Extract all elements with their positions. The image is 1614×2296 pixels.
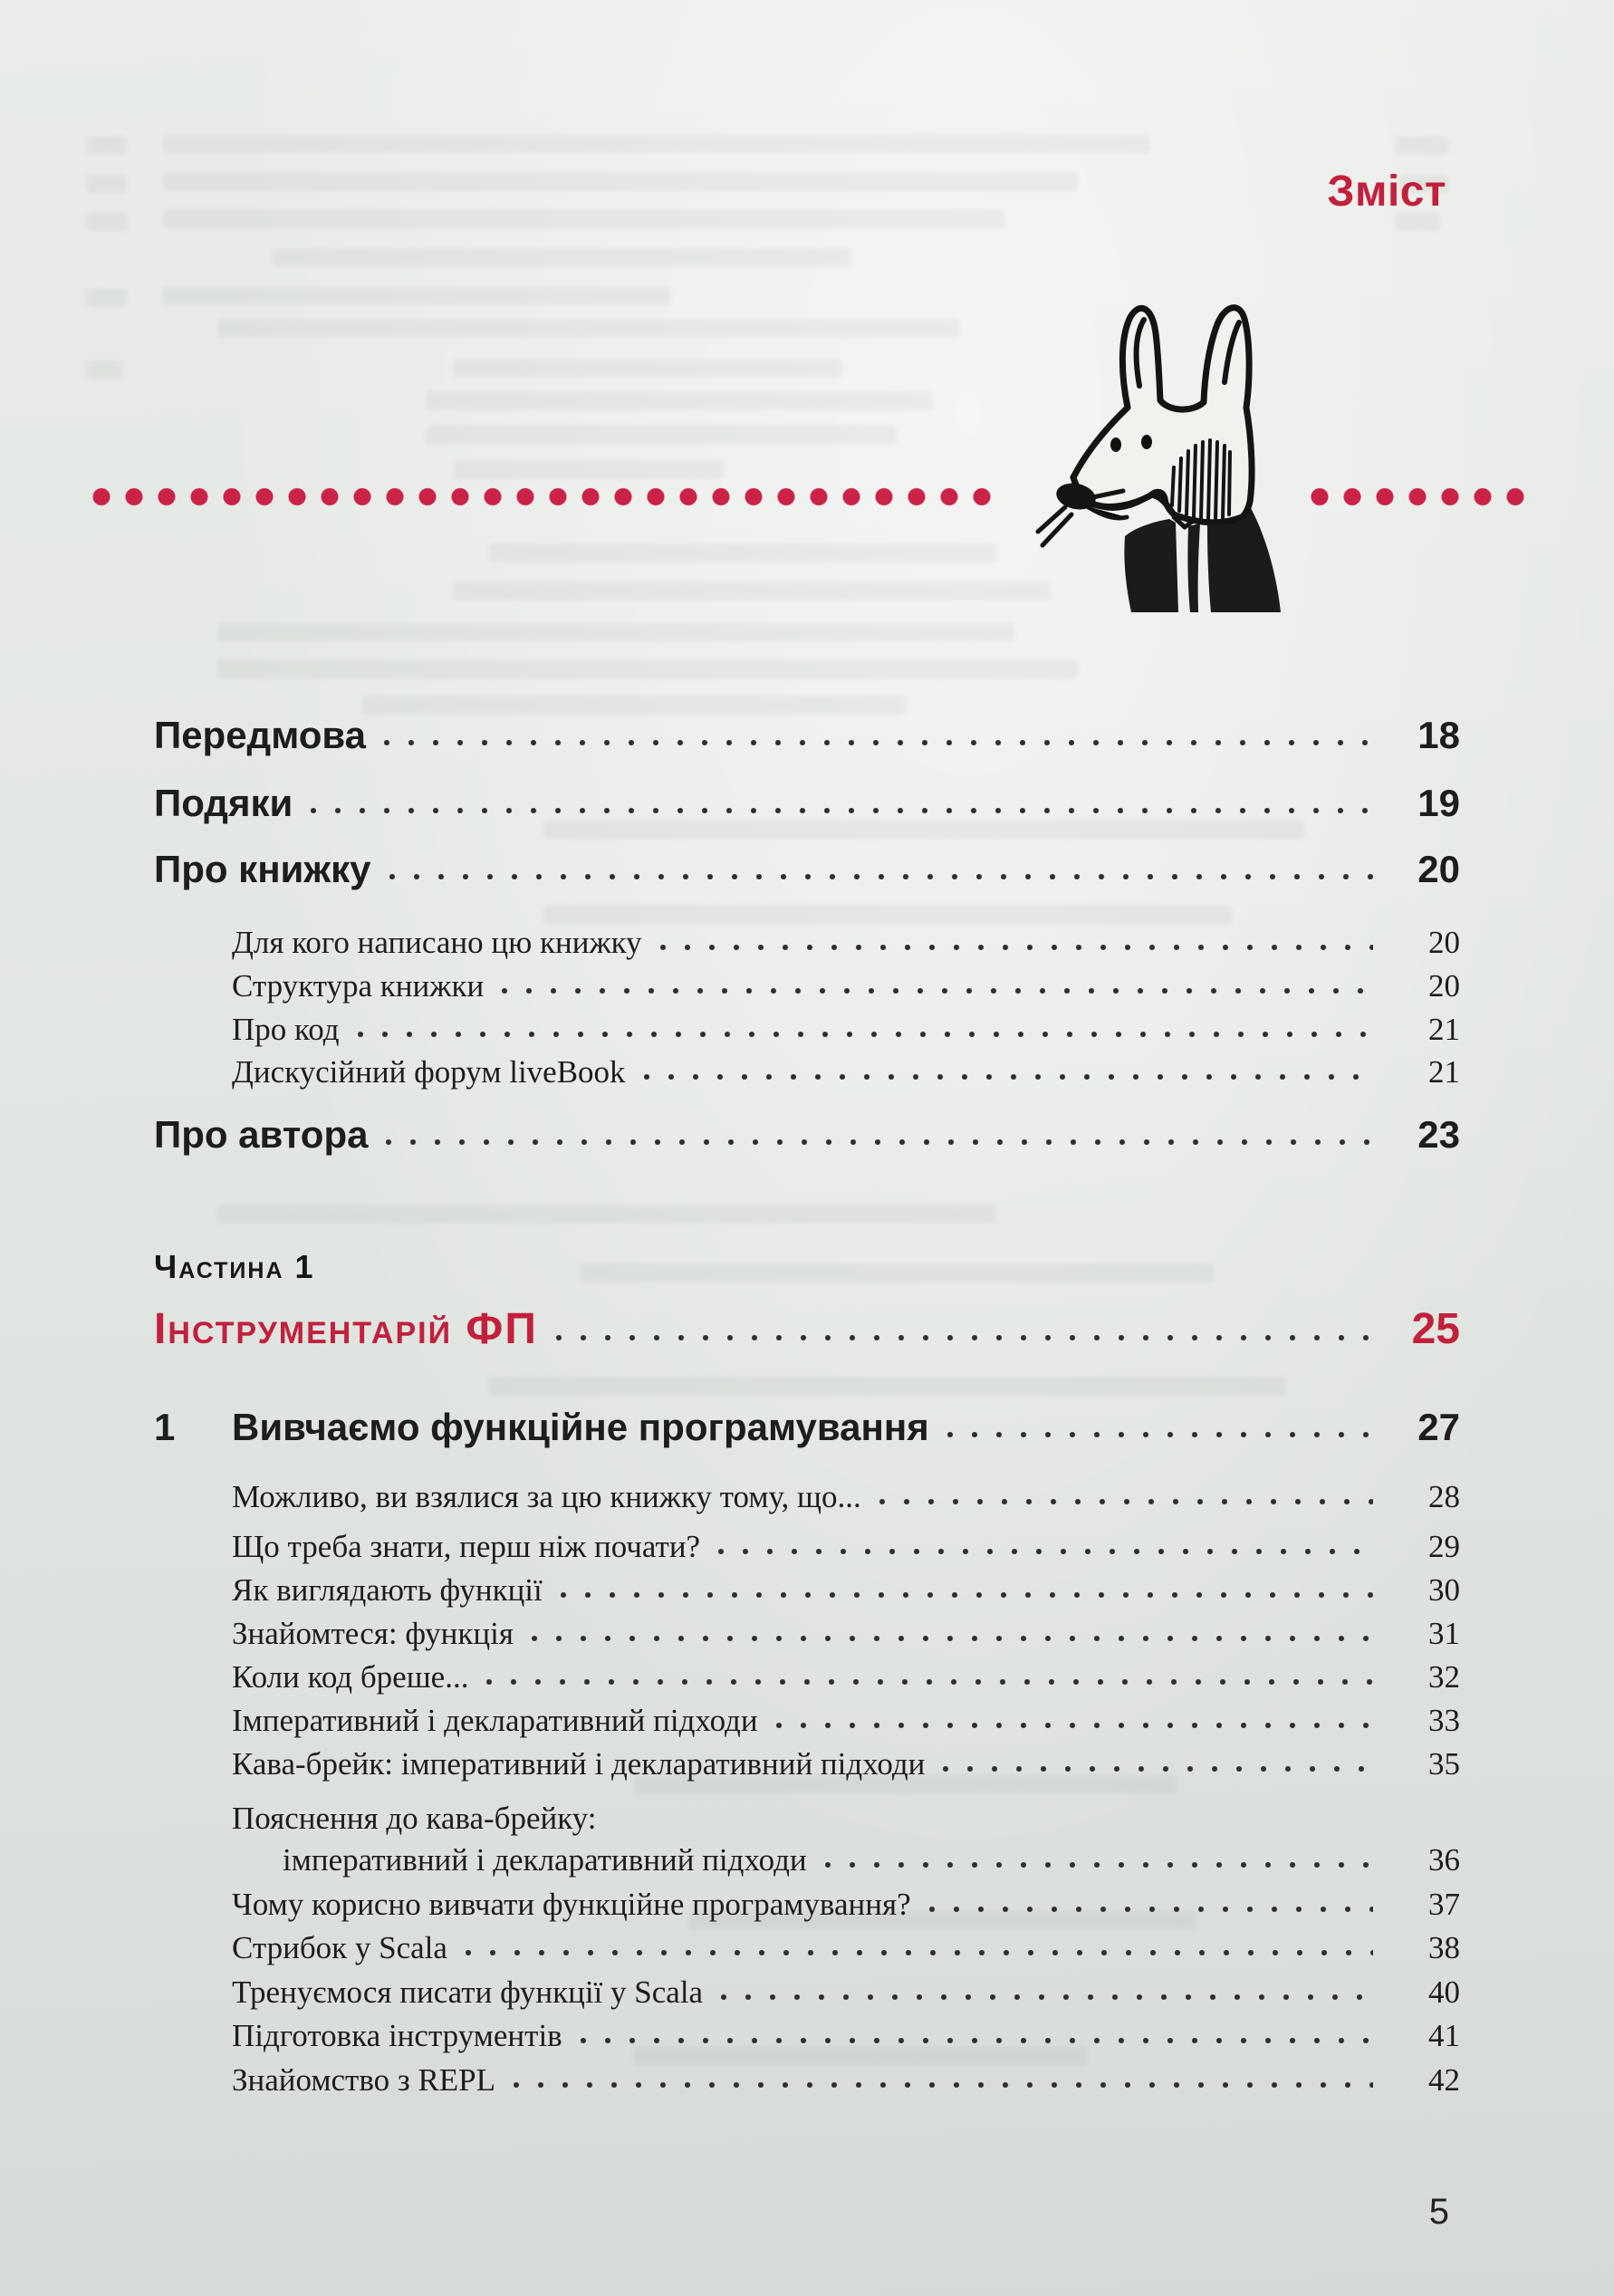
- toc-entry-page: 19: [1417, 782, 1460, 824]
- dot-leader: [644, 1074, 1373, 1080]
- toc-row: [154, 1572, 1460, 1609]
- toc-entry-label: Коли код бреше...: [232, 1659, 469, 1695]
- toc-entry-page: 42: [1428, 2062, 1460, 2098]
- bleed-through-mark: [86, 288, 127, 307]
- toc-row: [154, 2018, 1460, 2054]
- toc-entry-label: Кава-брейк: імперативний і декларативний підходи: [232, 1746, 926, 1782]
- part-page: 25: [1411, 1305, 1460, 1353]
- dot-leader: [532, 1636, 1373, 1641]
- chapter-page: 27: [1417, 1406, 1460, 1448]
- toc-row: [154, 1703, 1460, 1739]
- chapter-title: Вивчаємо функційне програмування: [232, 1406, 929, 1448]
- dot-leader: [776, 1723, 1373, 1728]
- dot-leader: [721, 1994, 1373, 2000]
- toc-row: [154, 1012, 1460, 1048]
- toc-row: [154, 1746, 1460, 1782]
- dot-leader: [718, 1549, 1373, 1554]
- table-of-contents: [154, 0, 1460, 2296]
- toc-row: [154, 1842, 1460, 1878]
- toc-row: [154, 2062, 1460, 2099]
- toc-row: [154, 1930, 1460, 1966]
- toc-entry-label: Пояснення до кава-брейку:: [232, 1801, 597, 1836]
- toc-row: [154, 1887, 1460, 1923]
- dot-leader: [660, 945, 1373, 950]
- toc-entry-label: Про автора: [154, 1113, 369, 1156]
- toc-entry-page: 20: [1428, 925, 1460, 960]
- toc-entry-label: Стрибок у Scala: [232, 1930, 447, 1965]
- toc-entry-label: Подяки: [154, 782, 293, 824]
- toc-entry-label: Про код: [232, 1012, 340, 1047]
- dot-leader: [389, 874, 1373, 879]
- toc-entry-page: 31: [1428, 1616, 1460, 1651]
- toc-entry-page: 29: [1428, 1529, 1460, 1564]
- toc-entry-label: Чому корисно вивчати функційне програмування?: [232, 1887, 911, 1922]
- toc-entry-label: Імперативний і декларативний підходи: [232, 1703, 758, 1738]
- toc-entry-page: 37: [1428, 1887, 1460, 1922]
- part-kicker: Частина 1: [154, 1248, 315, 1285]
- bleed-through-mark: [86, 212, 127, 231]
- dot-leader: [502, 988, 1373, 994]
- toc-entry-page: 32: [1428, 1659, 1460, 1695]
- page-title: Зміст: [1327, 168, 1446, 216]
- toc-entry-page: 35: [1428, 1746, 1460, 1782]
- dot-leader: [581, 2038, 1373, 2043]
- bleed-through-mark: [86, 360, 122, 379]
- toc-entry-label: Як виглядають функції: [232, 1572, 543, 1608]
- bleed-through-mark: [86, 136, 127, 155]
- toc-row: [154, 1974, 1460, 2011]
- toc-entry-label: Структура книжки: [232, 968, 485, 1004]
- part-title-row: [154, 1304, 1460, 1354]
- toc-row: [154, 1659, 1460, 1696]
- toc-entry-page: 40: [1428, 1974, 1460, 2010]
- chapter-number: 1: [154, 1406, 176, 1448]
- toc-row: [154, 925, 1460, 961]
- toc-entry-page: 36: [1428, 1842, 1460, 1878]
- dot-leader: [929, 1907, 1373, 1912]
- dot-leader: [943, 1766, 1373, 1772]
- toc-row: [154, 1801, 1460, 1837]
- toc-entry-page: 20: [1428, 968, 1460, 1004]
- toc-entry-page: 38: [1428, 1930, 1460, 1965]
- toc-entry-label: Тренуємося писати функції у Scala: [232, 1974, 704, 2010]
- toc-entry-page: 23: [1417, 1113, 1460, 1156]
- toc-entry-label: Підготовка інструментів: [232, 2018, 562, 2053]
- dot-leader: [466, 1950, 1373, 1955]
- toc-entry-page: 30: [1428, 1572, 1460, 1608]
- toc-row: [154, 1616, 1460, 1652]
- page-number: 5: [1428, 2192, 1449, 2232]
- toc-entry-page: 33: [1428, 1703, 1460, 1738]
- bleed-through-mark: [86, 174, 127, 193]
- dot-leader: [386, 1139, 1373, 1145]
- dot-leader: [947, 1432, 1373, 1437]
- toc-entry-label: Знайомство з REPL: [232, 2062, 496, 2098]
- toc-entry-label: Знайомтеся: функція: [232, 1616, 514, 1651]
- dot-leader: [825, 1862, 1373, 1868]
- toc-row: [154, 782, 1460, 825]
- toc-row: [154, 968, 1460, 1004]
- dot-leader: [514, 2082, 1373, 2088]
- toc-entry-label: Можливо, ви взялися за цю книжку тому, що...: [232, 1479, 861, 1514]
- toc-entry-label: Про книжку: [154, 848, 371, 890]
- toc-entry-label: Що треба знати, перш ніж почати?: [232, 1529, 701, 1564]
- toc-entry-label: імперативний і декларативний підходи: [283, 1842, 807, 1878]
- toc-entry-page: 28: [1428, 1479, 1460, 1514]
- toc-row: [154, 1479, 1460, 1515]
- toc-row: [154, 848, 1460, 891]
- dot-leader: [556, 1335, 1373, 1340]
- toc-entry-page: 41: [1428, 2018, 1460, 2053]
- toc-entry-page: 21: [1428, 1012, 1460, 1047]
- toc-row: [154, 1529, 1460, 1565]
- toc-row: [154, 1113, 1460, 1157]
- toc-entry-page: 21: [1428, 1054, 1460, 1090]
- toc-entry-label: Для кого написано цю книжку: [232, 925, 642, 960]
- toc-row: [154, 714, 1460, 757]
- toc-row: [154, 1054, 1460, 1090]
- toc-entry-label: Передмова: [154, 714, 367, 756]
- dot-leader: [358, 1032, 1373, 1037]
- toc-entry-page: 18: [1417, 714, 1460, 756]
- part-title: Інструментарій ФП: [154, 1305, 538, 1353]
- toc-entry-label: Дискусійний форум liveBook: [232, 1054, 626, 1090]
- dot-leader: [561, 1592, 1373, 1598]
- dot-leader: [384, 740, 1373, 745]
- dot-leader: [311, 808, 1373, 813]
- dot-leader: [486, 1679, 1373, 1685]
- toc-entry-page: 20: [1417, 848, 1460, 890]
- dot-leader: [879, 1499, 1373, 1504]
- chapter-row: [154, 1406, 1460, 1449]
